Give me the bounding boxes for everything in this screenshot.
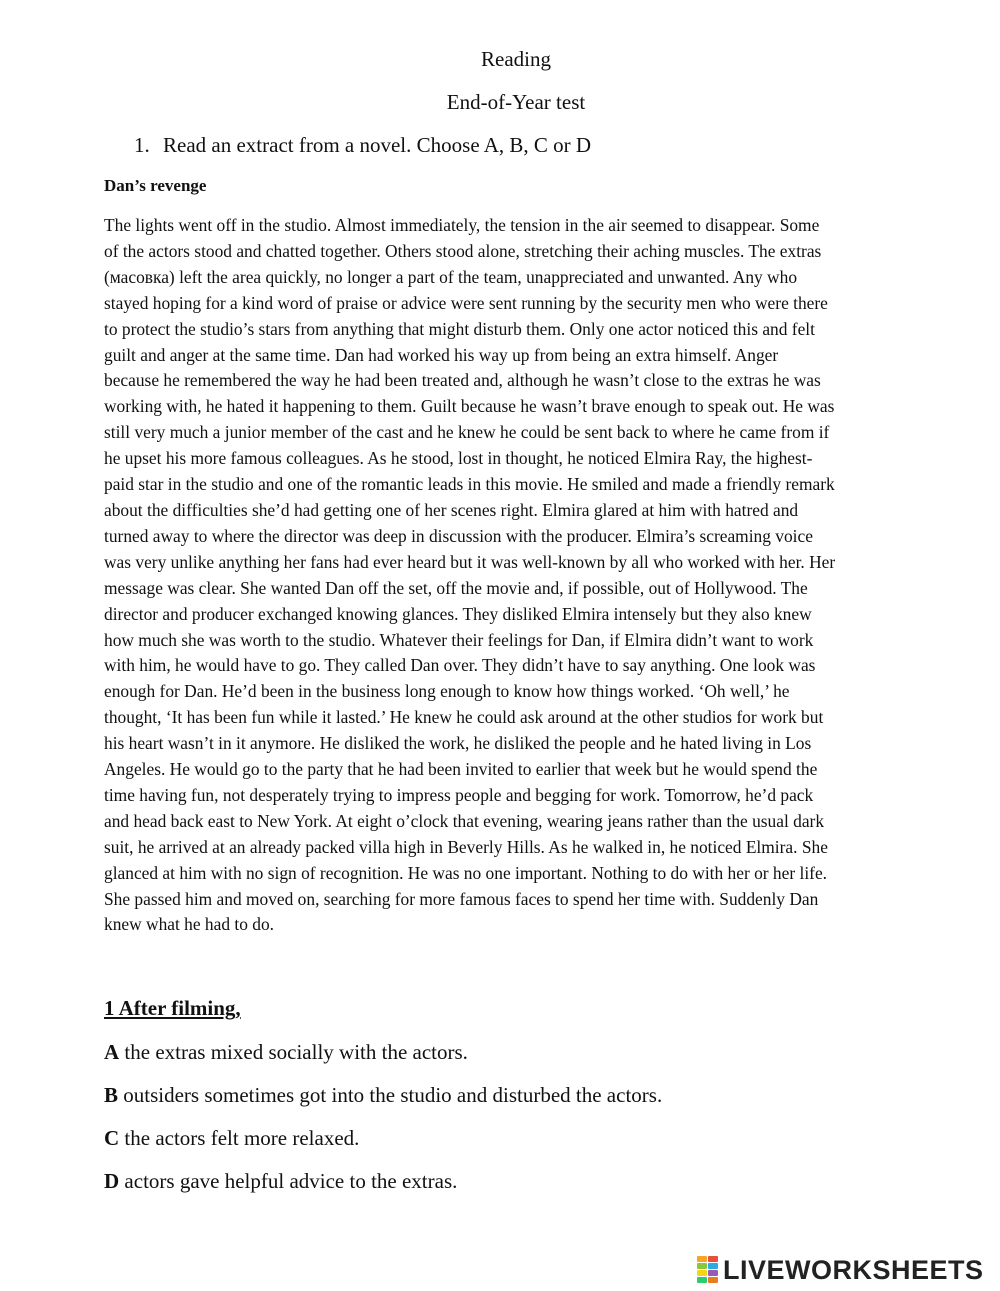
passage-line: still very much a junior member of the cast and he knew he could be sent back to where he came from if [104,422,830,443]
passage-line: his heart wasn’t in it anymore. He disliked the work, he disliked the people and he hated living in Los [104,733,812,754]
passage-line: The lights went off in the studio. Almost immediately, the tension in the air seemed to disappear. Some [104,215,820,235]
passage-line: he upset his more famous colleagues. As he stood, lost in thought, he noticed Elmira Ray, the highest- [104,448,813,469]
liveworksheets-logo-icon [697,1256,719,1284]
page-subtitle: End-of-Year test [446,90,586,114]
passage-line: working with, he hated it happening to them. Guilt because he wasn’t brave enough to speak out. He was [104,396,835,417]
option-text: the actors felt more relaxed. [119,1126,360,1150]
option-a[interactable] [104,1039,468,1065]
passage-line: was very unlike anything her fans had ever heard but it was well-known by all who worked with her. Her [104,551,836,572]
option-text: the extras mixed socially with the actors. [119,1040,468,1064]
option-letter: B [104,1083,119,1107]
passage-line: thought, ‘It has been fun while it lasted.’ He knew he could ask around at the other studios for work but [104,707,824,728]
passage-line: enough for Dan. He’d been in the business long enough to know how things worked. ‘Oh well,’ he [104,681,790,702]
extract-title: Dan’s revenge [104,176,207,195]
option-text: actors gave helpful advice to the extras. [119,1169,458,1193]
passage-line: stayed hoping for a kind word of praise or advice were sent running by the security men who were there [104,292,828,313]
passage-line: guilt and anger at the same time. Dan had worked his way up from being an extra himself. Anger [104,344,779,365]
passage-line: director and producer exchanged knowing glances. They disliked Elmira intensely but they also knew [104,603,812,624]
page-title: Reading [481,47,551,71]
logo-tile [708,1277,718,1283]
passage-line: paid star in the studio and one of the romantic leads in this movie. He smiled and made a friendly remark [104,474,835,495]
logo-tile [697,1263,707,1269]
liveworksheets-brand[interactable] [697,1255,984,1285]
passage-line: to protect the studio’s stars from anything that might disturb them. Only one actor noticed this and felt [104,318,815,339]
brand-name: LIVEWORKSHEETS [723,1255,984,1285]
instruction [134,132,591,158]
option-letter: D [104,1169,120,1193]
instruction-text: Read an extract from a novel. Choose A, B, C or D [163,133,592,157]
passage-line: suit, he arrived at an already packed villa high in Beverly Hills. As he walked in, he noticed Elmira. She [104,836,828,857]
logo-tile [708,1263,718,1269]
passage-line: She passed him and moved on, searching for more famous faces to spend her time with. Suddenly Dan [104,888,819,909]
option-letter: A [104,1040,120,1064]
option-d[interactable] [104,1168,457,1194]
passage-line: and head back east to New York. At eight o’clock that evening, wearing jeans rather than the usual dark [104,810,825,831]
extract-passage [104,213,934,938]
logo-tile [697,1277,707,1283]
logo-tile [708,1256,718,1262]
option-c[interactable] [104,1125,359,1151]
passage-line: time having fun, not desperately trying to impress people and begging for work. Tomorrow, he’d pack [104,784,814,805]
logo-tile [697,1256,707,1262]
question-prompt: 1 After filming, [104,996,241,1020]
instruction-number: 1. [134,133,150,157]
logo-tile [708,1270,718,1276]
passage-line: of the actors stood and chatted together. Others stood alone, stretching their aching muscles. The extras [104,240,822,261]
logo-tile [697,1270,707,1276]
passage-line: (масовка) left the area quickly, no longer a part of the team, unappreciated and unwanted. Any who [104,266,798,287]
passage-line: because he remembered the way he had been treated and, although he wasn’t close to the extras he was [104,370,821,391]
option-b[interactable] [104,1082,662,1108]
passage-line: knew what he had to do. [104,914,275,935]
option-letter: C [104,1126,120,1150]
passage-line: with him, he would have to go. They called Dan over. They didn’t have to say anything. One look was [104,655,816,676]
passage-line: message was clear. She wanted Dan off the set, off the movie and, if possible, out of Hollywood. The [104,577,808,598]
passage-line: Angeles. He would go to the party that he had been invited to earlier that week but he would spend the [104,759,818,780]
passage-line: about the difficulties she’d had getting one of her scenes right. Elmira glared at him with hatred and [104,499,799,520]
passage-line: how much she was worth to the studio. Whatever their feelings for Dan, if Elmira didn’t want to work [104,629,814,650]
passage-line: glanced at him with no sign of recognition. He was no one important. Nothing to do with her or her life. [104,862,828,883]
passage-line: turned away to where the director was deep in discussion with the producer. Elmira’s screaming voice [104,525,813,546]
option-text: outsiders sometimes got into the studio and disturbed the actors. [118,1083,663,1107]
